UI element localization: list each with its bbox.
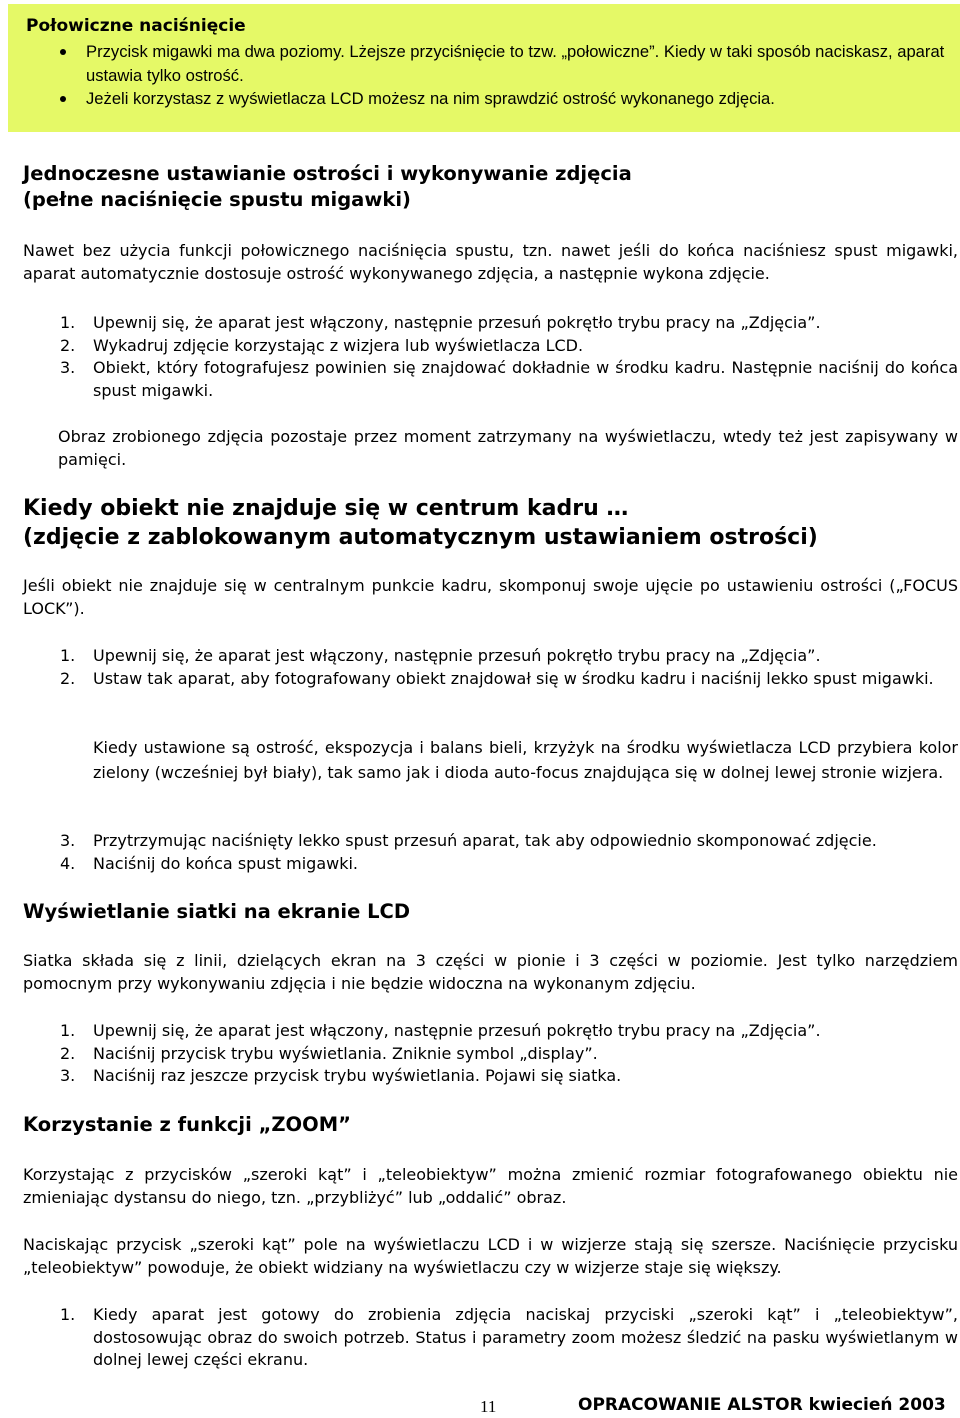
paragraph-zoom-2: Naciskając przycisk „szeroki kąt” pole na wyświetlaczu LCD i w wizjerze stają się szersze. Naciśnięcie przycisku „teleobiektyw” powoduje, że obiekt widziany na wyświetlaczu czy w wizjerze staje się większy. — [23, 1235, 958, 1277]
list-number: 2. — [60, 668, 76, 688]
paragraph-zoom-1: Korzystając z przycisków „szeroki kąt” i „teleobiektyw” można zmienić rozmiar fotografowanego obiektu nie zmieniając dystansu do niego, tzn. „przybliżyć” lub „oddalić” obraz. — [23, 1165, 958, 1207]
list-item — [23, 1065, 958, 1088]
callout-bullet: Przycisk migawki ma dwa poziomy. Lżejsze przyciśnięcie to tzw. „połowiczne”. Kiedy w taki sposób naciskasz, aparat ustawia tylko ostrość. — [54, 40, 948, 87]
section-heading-simultaneous — [23, 161, 632, 213]
heading-line: Kiedy obiekt nie znajduje się w centrum kadru … — [23, 496, 629, 521]
footer-credit: OPRACOWANIE ALSTOR kwiecień 2003 — [578, 1395, 946, 1415]
paragraph-note: Kiedy ustawione są ostrość, ekspozycja i balans bieli, krzyżyk na środku wyświetlacza LCD przybiera kolor zielony (wcześniej był biały), tak samo jak i dioda auto-focus znajdująca się w dolnej lewej stronie wizjera. — [93, 738, 958, 782]
section-heading-zoom: Korzystanie z funkcji „ZOOM” — [23, 1113, 351, 1136]
page-number: 11 — [480, 1397, 497, 1416]
heading-line: Jednoczesne ustawianie ostrości i wykonywanie zdjęcia — [23, 162, 632, 185]
list-text: Przytrzymując naciśnięty lekko spust przesuń aparat, tak aby odpowiednio skomponować zdjęcie. — [93, 831, 877, 850]
list-item — [23, 357, 958, 402]
list-text: Kiedy aparat jest gotowy do zrobienia zdjęcia naciskaj przyciski „szeroki kąt” i „teleobiektyw”, dostosowując obraz do swoich potrzeb. Status i parametry zoom możesz śledzić na pasku wyświetlanym w dolnej lewej części ekranu. — [93, 1305, 958, 1369]
list-number: 2. — [60, 335, 76, 355]
list-text: Upewnij się, że aparat jest włączony, następnie przesuń pokrętło trybu pracy na „Zdjęcia”. — [93, 1021, 821, 1040]
list-number: 1. — [60, 1305, 76, 1324]
list-item — [23, 1304, 958, 1372]
list-item — [23, 1020, 958, 1043]
list-item — [23, 830, 958, 853]
list-number: 3. — [60, 831, 76, 850]
paragraph-intro: Jeśli obiekt nie znajduje się w centralnym punkcie kadru, skomponuj swoje ujęcie po ustawieniu ostrości („FOCUS LOCK”). — [23, 576, 958, 618]
section-heading-focus-lock — [23, 494, 818, 552]
paragraph-intro: Nawet bez użycia funkcji połowicznego naciśnięcia spustu, tzn. nawet jeśli do końca naciśniesz spust migawki, aparat automatycznie dostosuje ostrość wykonywanego zdjęcia, a następnie wykona zdjęcie. — [23, 241, 958, 283]
list-number: 2. — [60, 1043, 76, 1063]
list-number: 1. — [60, 313, 76, 332]
list-number: 4. — [60, 853, 76, 873]
half-press-callout — [8, 4, 960, 132]
list-number: 3. — [60, 1066, 76, 1085]
list-number: 1. — [60, 1021, 76, 1040]
numbered-list-focus-lock-b — [23, 830, 958, 875]
list-text: Naciśnij przycisk trybu wyświetlania. Zniknie symbol „display”. — [93, 1043, 598, 1063]
list-text: Upewnij się, że aparat jest włączony, następnie przesuń pokrętło trybu pracy na „Zdjęcia”. — [93, 646, 821, 665]
list-item — [23, 312, 958, 335]
callout-bullet-list — [54, 40, 948, 111]
list-text: Wykadruj zdjęcie korzystając z wizjera lub wyświetlacza LCD. — [93, 335, 584, 355]
heading-line: (zdjęcie z zablokowanym automatycznym ustawianiem ostrości) — [23, 525, 818, 550]
list-number: 3. — [60, 358, 76, 377]
heading-line: (pełne naciśnięcie spustu migawki) — [23, 188, 411, 211]
numbered-list-zoom — [23, 1304, 958, 1372]
section-heading-grid: Wyświetlanie siatki na ekranie LCD — [23, 900, 411, 923]
list-text: Upewnij się, że aparat jest włączony, następnie przesuń pokrętło trybu pracy na „Zdjęcia”. — [93, 313, 821, 332]
list-item — [23, 853, 958, 876]
numbered-list-simultaneous — [23, 312, 958, 402]
list-text: Obiekt, który fotografujesz powinien się znajdować dokładnie w środku kadru. Następnie naciśnij do końca spust migawki. — [93, 358, 958, 400]
paragraph-outro: Obraz zrobionego zdjęcia pozostaje przez moment zatrzymany na wyświetlaczu, wtedy też jest zapisywany w pamięci. — [58, 427, 958, 469]
paragraph-intro: Siatka składa się z linii, dzielących ekran na 3 części w pionie i 3 części w poziomie. Jest tylko narzędziem pomocnym przy wykonywaniu zdjęcia i nie będzie widoczna na wykonanym zdjęciu. — [23, 951, 958, 993]
callout-bullet: Jeżeli korzystasz z wyświetlacza LCD możesz na nim sprawdzić ostrość wykonanego zdjęcia. — [54, 87, 948, 111]
numbered-list-focus-lock-a — [23, 645, 958, 690]
list-text: Naciśnij do końca spust migawki. — [93, 853, 359, 873]
list-item — [23, 335, 958, 358]
list-number: 1. — [60, 646, 76, 665]
list-item — [23, 668, 958, 691]
callout-title: Połowiczne naciśnięcie — [26, 16, 246, 36]
list-item — [23, 645, 958, 668]
numbered-list-grid — [23, 1020, 958, 1088]
list-text: Naciśnij raz jeszcze przycisk trybu wyświetlania. Pojawi się siatka. — [93, 1066, 622, 1085]
list-item — [23, 1043, 958, 1066]
list-text: Ustaw tak aparat, aby fotografowany obiekt znajdował się w środku kadru i naciśnij lekko spust migawki. — [93, 668, 934, 688]
